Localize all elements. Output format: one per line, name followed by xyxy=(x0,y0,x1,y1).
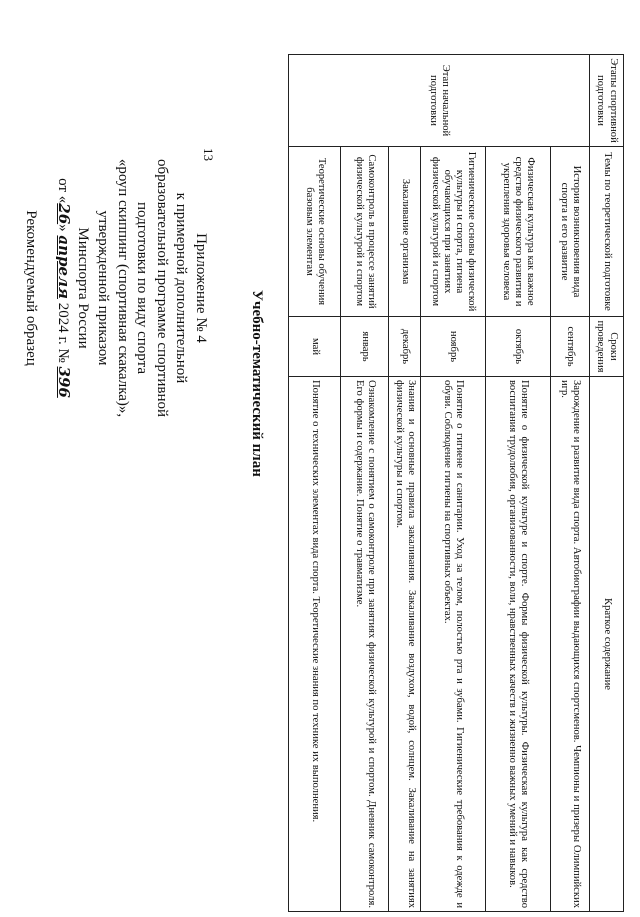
header-content: Краткое содержание xyxy=(589,377,623,912)
content-cell: Знания и основные правила закаливания. Закаливание воздухом, водой, солнцем. Закаливание на занятиях физической культуры и спортом. xyxy=(389,377,421,912)
appendix-line-2: к примерной дополнительной xyxy=(173,192,190,384)
topic-cell: Закаливание организма xyxy=(389,147,421,317)
content-cell: Понятие о физической культуре и спорте. Формы физической культуры. Физическая культура как средство воспитания трудолюбия, организованности, воли, нравственных качеств и жизненно важных умений и навыков. xyxy=(485,377,550,912)
table-row xyxy=(341,55,389,912)
content-cell: Ознакомление с понятием о самоконтроле при занятиях физической культурой и спортом. Дневник самоконтроля. Его формы и содержание. Понятие о травматизме. xyxy=(341,377,389,912)
page-number: 13 xyxy=(201,148,216,161)
header-stage: Этапы спортивной подготовки xyxy=(589,55,623,147)
content-cell: Понятие о гигиене и санитарии. Уход за телом, полостью рта и зубами. Гигиенические требования к одежде и обуви. Соблюдение гигиены на спортивных объектах. xyxy=(421,377,485,912)
date-year: 2024 г. № xyxy=(54,302,71,363)
table-row xyxy=(289,55,341,912)
order-date-line xyxy=(52,108,73,468)
appendix-block xyxy=(21,108,210,468)
term-cell: декабрь xyxy=(389,317,421,377)
date-mid: » xyxy=(54,224,71,232)
topic-cell: Физическая культура как важное средство физического развития и укрепления здоровья человека xyxy=(485,147,550,317)
topic-cell: Гигиенические основы физической культуры и спорта, гигиена обучающихся при занятиях физической культурой и спортом xyxy=(421,147,485,317)
order-number: 396 xyxy=(54,366,73,398)
header-term: Сроки проведения xyxy=(589,317,623,377)
table-row xyxy=(421,55,485,912)
topic-cell: Самоконтроль в процессе занятий физической культурой и спортом xyxy=(341,147,389,317)
table-row xyxy=(485,55,550,912)
appendix-line-6: утвержденной приказом xyxy=(95,210,112,366)
term-cell: сентябрь xyxy=(550,317,589,377)
content-cell: Понятие о технических элементах вида спорта. Теоретические знания по технике их выполнения. xyxy=(289,377,341,912)
term-cell: май xyxy=(289,317,341,377)
term-cell: ноябрь xyxy=(421,317,485,377)
date-day: 26 xyxy=(54,203,73,225)
topic-cell: Теоретические основы обучения базовым элементам xyxy=(289,147,341,317)
appendix-line-4: подготовки по виду спорта xyxy=(134,202,151,374)
header-topic: Темы по теоретической подготовке xyxy=(589,147,623,317)
term-cell: октябрь xyxy=(485,317,550,377)
content-cell: Зарождение и развитие вида спорта. Автобиографии выдающихся спортсменов. Чемпионы и призеры Олимпийских игр. xyxy=(550,377,589,912)
appendix-line-5: «роуп скиппинг (спортивная скакалка)», xyxy=(114,158,131,418)
appendix-line-3: образовательной программе спортивной xyxy=(153,158,170,418)
term-cell: январь xyxy=(341,317,389,377)
table-row xyxy=(389,55,421,912)
table-header-row xyxy=(589,55,623,912)
plan-title: Учебно-тематический план xyxy=(249,290,265,477)
date-prefix: от « xyxy=(54,178,71,204)
plan-table xyxy=(288,54,624,912)
appendix-line-7: Минспорта России xyxy=(75,227,92,349)
appendix-line-1: Приложение № 4 xyxy=(193,233,209,343)
topic-cell: История возникновения вида спорта и его развитие xyxy=(550,147,589,317)
table-row xyxy=(550,55,589,912)
date-month: апреля xyxy=(54,235,73,299)
recommended-sample: Рекомендуемый образец xyxy=(23,210,40,366)
stage-cell: Этап начальной подготовки xyxy=(289,55,590,147)
